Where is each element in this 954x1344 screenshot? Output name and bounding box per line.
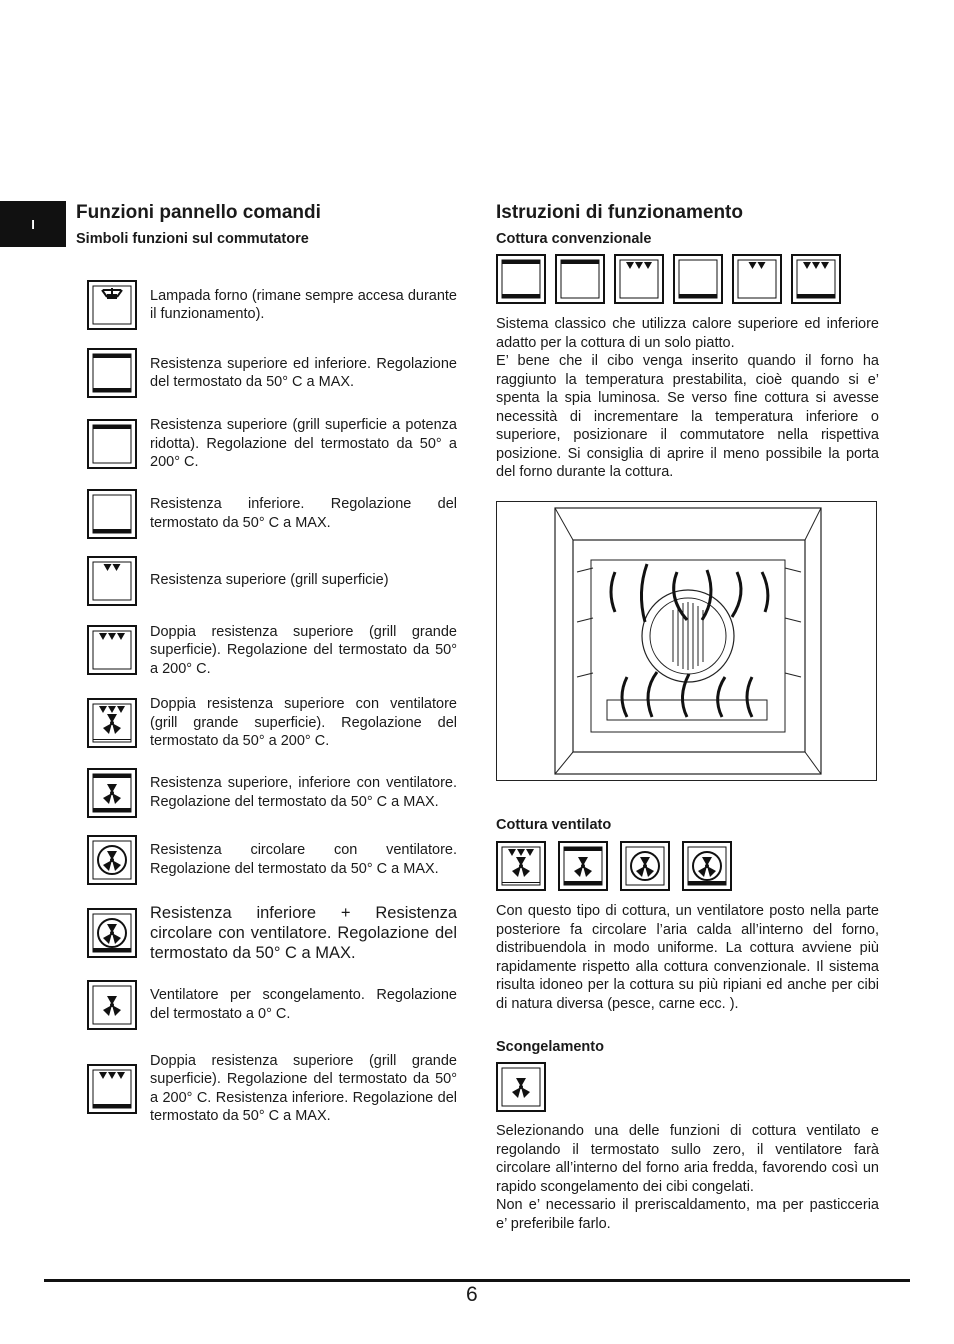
function-row bbox=[87, 695, 459, 751]
function-row bbox=[87, 903, 459, 963]
grill-fan-icon bbox=[87, 698, 137, 748]
conventional-paragraph-2: E’ bene che il cibo venga inserito quando il forno ha raggiunto la temperatura prestabilita, cioè quando si e’ spenta la spia luminosa. Se verso fine cottura si avesse necessità di incrementare la temperatura inferiore o superiore, posizionare il commutatore nella rispettiva posizione. Si consiglia di aprire il meno possibile la porta del forno durante la cottura. bbox=[496, 353, 879, 480]
large-grill-icon bbox=[614, 254, 664, 304]
defrost-icons bbox=[496, 1062, 546, 1112]
function-description: Resistenza superiore ed inferiore. Regolazione del termostato da 50° C a MAX. bbox=[150, 355, 457, 390]
circular-fan-icon bbox=[87, 835, 137, 885]
function-description: Resistenza inferiore. Regolazione del termostato da 50° C a MAX. bbox=[150, 496, 457, 531]
defrost-paragraph-1: Selezionando una delle funzioni di cottura ventilato e regolando il termostato sullo zero, il ventilatore farà circolare all’interno del forno aria fredda, favorendo così un rapido scongelamento dei cibi congelati. bbox=[496, 1123, 879, 1195]
function-description: Resistenza inferiore + Resistenza circolare con ventilatore. Regolazione del termostato da 50° C a MAX. bbox=[150, 903, 457, 962]
function-list bbox=[87, 280, 459, 1126]
top-bottom-heat-icon bbox=[87, 348, 137, 398]
bottom-heat-icon bbox=[87, 489, 137, 539]
function-row bbox=[87, 348, 459, 398]
defrost-fan-icon bbox=[496, 1062, 546, 1112]
right-title: Istruzioni di funzionamento bbox=[496, 202, 743, 223]
lamp-icon bbox=[87, 280, 137, 330]
defrost-heading: Scongelamento bbox=[496, 1039, 604, 1055]
function-description: Resistenza superiore (grill superficie) bbox=[150, 572, 389, 589]
defrost-paragraph-2: Non e’ necessario il preriscaldamento, ma per pasticceria e’ preferibile farlo. bbox=[496, 1197, 879, 1232]
function-row bbox=[87, 489, 459, 539]
function-description: Doppia resistenza superiore (grill grande superficie). Regolazione del termostato da 50° a 200° C. bbox=[150, 623, 457, 677]
conventional-paragraph-1: Sistema classico che utilizza calore superiore ed inferiore adatto per la cottura di un solo piatto. bbox=[496, 316, 879, 351]
top-bottom-heat-icon bbox=[496, 254, 546, 304]
function-description: Resistenza circolare con ventilatore. Regolazione del termostato da 50° C a MAX. bbox=[150, 842, 457, 877]
top-bottom-fan-icon bbox=[558, 841, 608, 891]
language-tab-label: I bbox=[31, 216, 35, 232]
function-row bbox=[87, 1052, 459, 1126]
function-description: Doppia resistenza superiore (grill grande superficie). Regolazione del termostato da 50° a 200° C. Resistenza inferiore. Regolazione del termostato da 50° C a MAX. bbox=[150, 1052, 457, 1124]
function-row bbox=[87, 835, 459, 885]
conventional-text bbox=[496, 315, 879, 482]
circular-fan-icon bbox=[620, 841, 670, 891]
top-bottom-fan-icon bbox=[87, 768, 137, 818]
function-description: Resistenza superiore, inferiore con ventilatore. Regolazione del termostato da 50° C a MAX. bbox=[150, 775, 457, 810]
small-grill-icon bbox=[732, 254, 782, 304]
fan-icons bbox=[496, 841, 732, 891]
function-description: Resistenza superiore (grill superficie a potenza ridotta). Regolazione del termostato da 50° a 200° C. bbox=[150, 417, 457, 470]
page-number: 6 bbox=[466, 1283, 478, 1306]
bottom-circular-fan-icon bbox=[682, 841, 732, 891]
bottom-circular-fan-icon bbox=[87, 908, 137, 958]
conventional-heading: Cottura convenzionale bbox=[496, 231, 652, 247]
function-description: Ventilatore per scongelamento. Regolazione del termostato a 0° C. bbox=[150, 987, 457, 1022]
function-row bbox=[87, 280, 459, 330]
function-row bbox=[87, 556, 459, 606]
oven-airflow-diagram bbox=[496, 501, 877, 781]
language-tab bbox=[0, 201, 66, 247]
small-grill-icon bbox=[87, 556, 137, 606]
function-description: Lampada forno (rimane sempre accesa durante il funzionamento). bbox=[150, 287, 457, 322]
function-row bbox=[87, 980, 459, 1030]
function-row bbox=[87, 768, 459, 818]
large-grill-bottom-icon bbox=[791, 254, 841, 304]
bottom-heat-icon bbox=[673, 254, 723, 304]
defrost-text bbox=[496, 1122, 879, 1233]
large-grill-bottom-icon bbox=[87, 1064, 137, 1114]
function-row bbox=[87, 416, 459, 472]
left-title: Funzioni pannello comandi bbox=[76, 202, 321, 223]
top-heat-icon bbox=[87, 419, 137, 469]
function-row bbox=[87, 623, 459, 679]
conventional-icons bbox=[496, 254, 841, 304]
fan-paragraph: Con questo tipo di cottura, un ventilatore posto nella parte posteriore fa circolare l’aria calda all’interno del forno, distribuendola in modo uniforme. La cottura avviene più rapidamente rispetto alla cottura convenzionale. Il sistema risulta idoneo per la cottura su più ripiani ed anche per cibi di natura diversa (pesce, carne ecc. ). bbox=[496, 903, 879, 1012]
large-grill-icon bbox=[87, 625, 137, 675]
function-description: Doppia resistenza superiore con ventilatore (grill grande superficie). Regolazione del termostato da 50° a 200° C. bbox=[150, 696, 457, 749]
defrost-fan-icon bbox=[87, 980, 137, 1030]
grill-fan-icon bbox=[496, 841, 546, 891]
top-heat-icon bbox=[555, 254, 605, 304]
left-subtitle: Simboli funzioni sul commutatore bbox=[76, 231, 309, 247]
fan-heading: Cottura ventilato bbox=[496, 817, 612, 833]
footer-rule bbox=[44, 1279, 910, 1282]
